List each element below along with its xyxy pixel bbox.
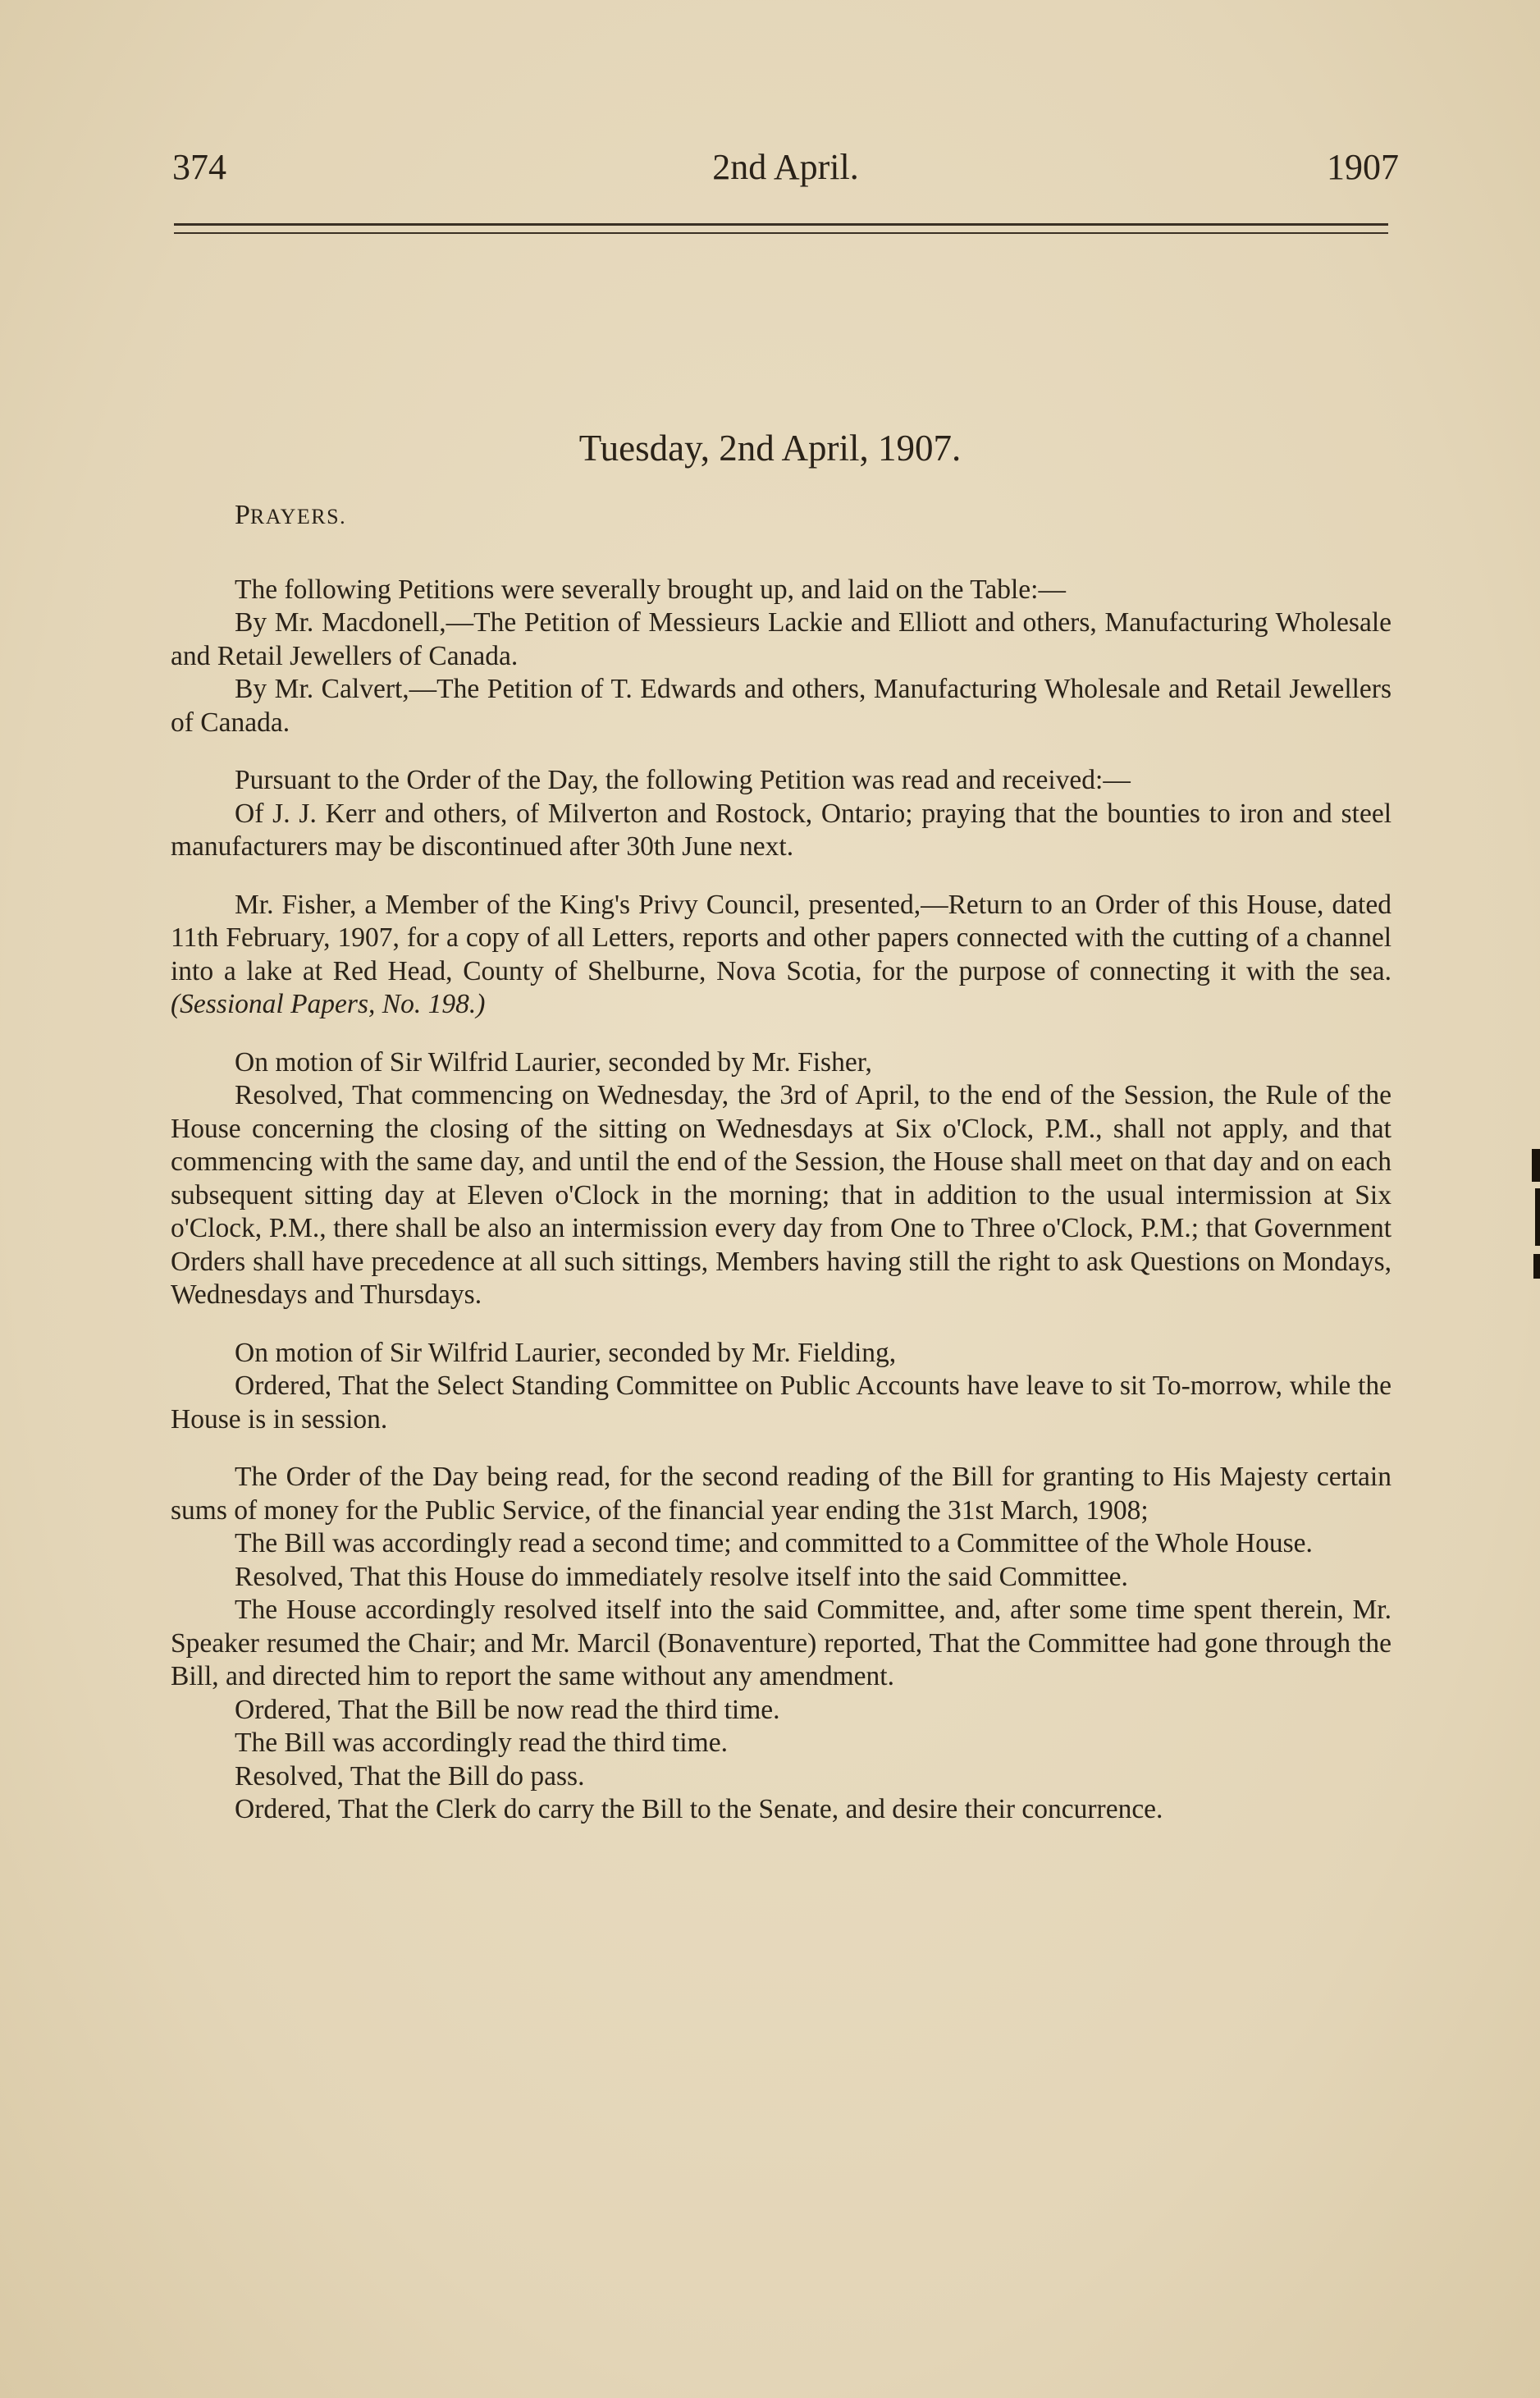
sessional-papers-reference: (Sessional Papers, No. 198.) [171, 989, 486, 1019]
page-number: 374 [172, 147, 226, 187]
paragraph: Pursuant to the Order of the Day, the following Petition was read and received:— [235, 765, 1131, 795]
journal-body [171, 499, 1391, 1827]
paragraph: By Mr. Calvert,—The Petition of T. Edwards and others, Manufacturing Wholesale and Retail Jewellers of Canada. [171, 674, 1391, 738]
header-date: 2nd April. [712, 147, 859, 187]
paragraph: Ordered, That the Bill be now read the third time. [235, 1694, 780, 1725]
paragraph: The Bill was accordingly read the third time. [235, 1728, 728, 1758]
return-presented-section [171, 889, 1391, 1022]
paragraph: Resolved, That the Bill do pass. [235, 1760, 585, 1792]
header-rule-top [174, 223, 1388, 226]
header-year: 1907 [1327, 147, 1399, 187]
paragraph: The House accordingly resolved itself into the said Committee, and, after some time spent therein, Mr. Speaker resumed the Chair; and Mr. Marcil (Bonaventure) reported, That the Committee had gone through the Bill, and directed him to report the same without any amendment. [171, 1595, 1391, 1691]
return-text: Mr. Fisher, a Member of the King's Privy Council, presented,—Return to an Order of this House, dated 11th February, 1907, for a copy of all Letters, reports and other papers connected with the cutting of a channel into a lake at Red Head, County of Shelburne, Nova Scotia, for the purpose of connecting it with the sea. [171, 889, 1391, 986]
paragraph: On motion of Sir Wilfrid Laurier, seconded by Mr. Fisher, [235, 1046, 872, 1078]
paragraph: The following Petitions were severally brought up, and laid on the Table:— [235, 574, 1066, 605]
petitions-brought-up-section [171, 574, 1391, 740]
paragraph: Resolved, That this House do immediately resolve itself into the said Committee. [235, 1561, 1128, 1592]
motion-public-accounts-section [171, 1337, 1391, 1437]
paragraph: The Order of the Day being read, for the second reading of the Bill for granting to His Majesty certain sums of money for the Public Service, of the financial year ending the 31st March, 1908; [171, 1462, 1391, 1526]
supply-bill-section [171, 1461, 1391, 1827]
paragraph: Resolved, That commencing on Wednesday, the 3rd of April, to the end of the Session, the Rule of the House concerning the closing of the sitting on Wednesdays at Six o'Clock, P.M., shall not apply, and that commencing with the same day, and until the end of the Session, the House shall meet on that day and on each subsequent sitting day at Eleven o'Clock in the morning; that in addition to the usual intermission at Six o'Clock, P.M., there shall be also an intermission every day from One to Three o'Clock, P.M.; that Government Orders shall have precedence at all such sittings, Members having still the right to ask Questions on Mondays, Wednesdays and Thursdays. [171, 1080, 1391, 1310]
paragraph: Of J. J. Kerr and others, of Milverton and Rostock, Ontario; praying that the bounties to iron and steel manufacturers may be discontinued after 30th June next. [171, 798, 1391, 862]
paragraph: On motion of Sir Wilfrid Laurier, seconded by Mr. Fielding, [235, 1337, 897, 1368]
prayers-heading: PRAYERS. [235, 500, 347, 530]
running-header [172, 146, 1399, 195]
paragraph: The Bill was accordingly read a second time; and committed to a Committee of the Whole House. [235, 1528, 1313, 1558]
petition-received-section [171, 764, 1391, 864]
page-edge-marks [1529, 1149, 1540, 1297]
sitting-title: Tuesday, 2nd April, 1907. [578, 428, 962, 469]
paragraph: Ordered, That the Select Standing Committee on Public Accounts have leave to sit To-morrow, while the House is in session. [171, 1371, 1391, 1435]
paragraph: By Mr. Macdonell,—The Petition of Messieurs Lackie and Elliott and others, Manufacturing Wholesale and Retail Jewellers of Canada. [171, 607, 1391, 671]
paragraph: Ordered, That the Clerk do carry the Bill to the Senate, and desire their concurrence. [235, 1794, 1163, 1824]
header-rule-bottom [174, 232, 1388, 234]
motion-sittings-section [171, 1046, 1391, 1312]
paragraph [171, 889, 1391, 1022]
